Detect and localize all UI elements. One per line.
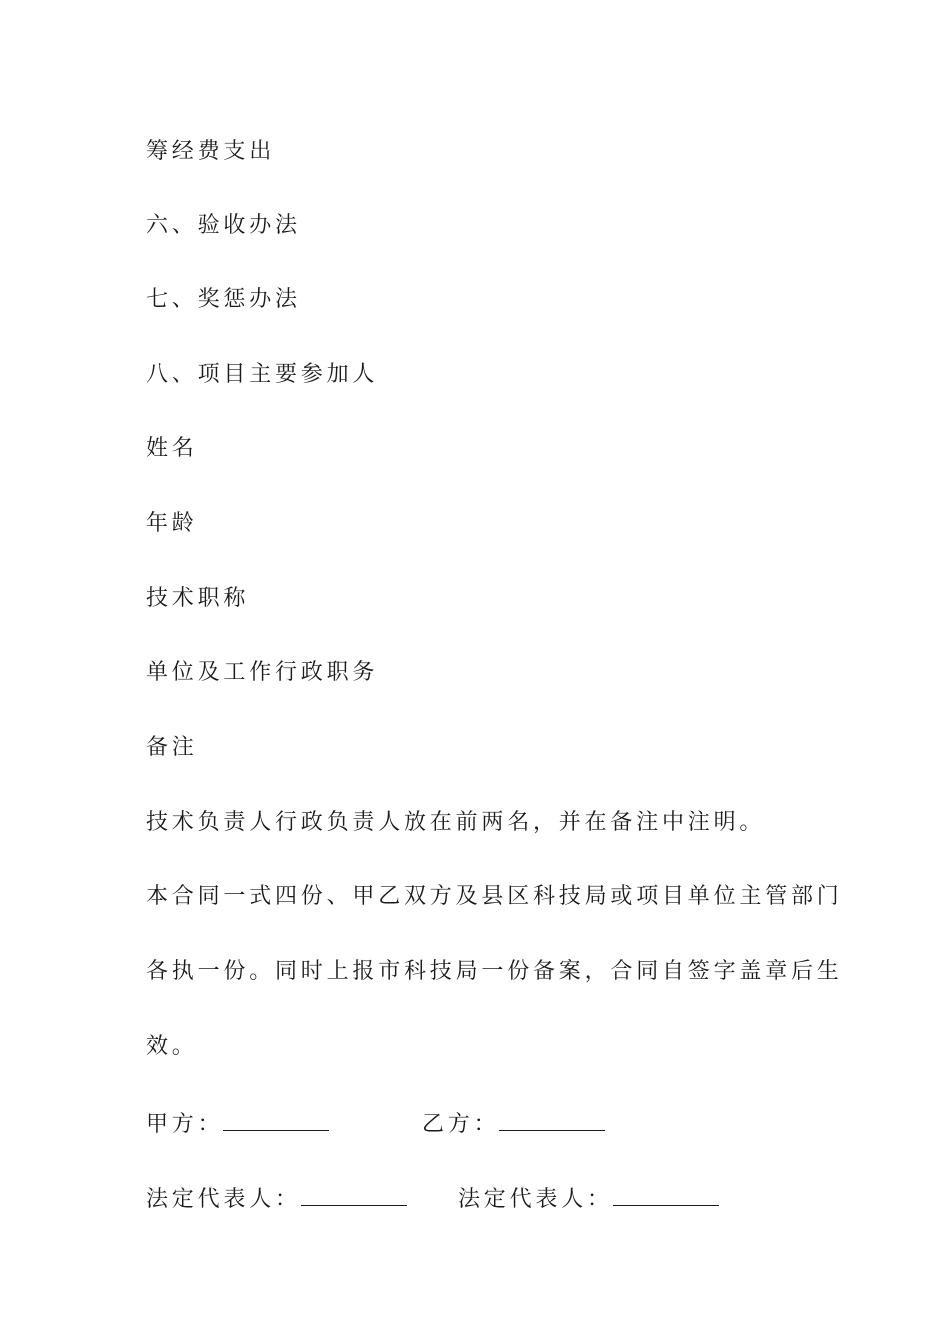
party-b-signature — [422, 1108, 605, 1140]
legal-rep-a-label: 法定代表人： — [146, 1187, 301, 1212]
field-unit-position: 单位及工作行政职务 — [146, 660, 379, 685]
legal-rep-b-signature — [458, 1183, 719, 1215]
text-line-funding: 筹经费支出 — [146, 139, 276, 164]
field-title: 技术职称 — [146, 586, 250, 611]
party-a-blank — [223, 1108, 329, 1131]
field-age: 年龄 — [146, 511, 198, 536]
legal-rep-b-label: 法定代表人： — [458, 1187, 613, 1212]
party-b-label: 乙方： — [422, 1112, 500, 1137]
heading-participants: 八、项目主要参加人 — [146, 362, 379, 387]
party-a-label: 甲方： — [146, 1112, 224, 1137]
field-name: 姓名 — [146, 436, 198, 461]
legal-rep-b-blank — [613, 1183, 719, 1206]
legal-rep-a-signature — [146, 1183, 407, 1215]
paragraph-line-1: 本合同一式四份、甲乙双方及县区科技局或项目单位主管部门 — [146, 884, 843, 909]
party-b-blank — [499, 1108, 605, 1131]
heading-rewards-penalties: 七、奖惩办法 — [146, 287, 301, 312]
paragraph-line-3: 效。 — [146, 1034, 198, 1059]
field-remarks: 备注 — [146, 735, 198, 760]
paragraph-line-2: 各执一份。同时上报市科技局一份备案，合同自签字盖章后生 — [146, 959, 843, 984]
note-line: 技术负责人行政负责人放在前两名，并在备注中注明。 — [146, 810, 766, 835]
heading-acceptance: 六、验收办法 — [146, 213, 301, 238]
party-a-signature — [146, 1108, 329, 1140]
legal-rep-a-blank — [301, 1183, 407, 1206]
